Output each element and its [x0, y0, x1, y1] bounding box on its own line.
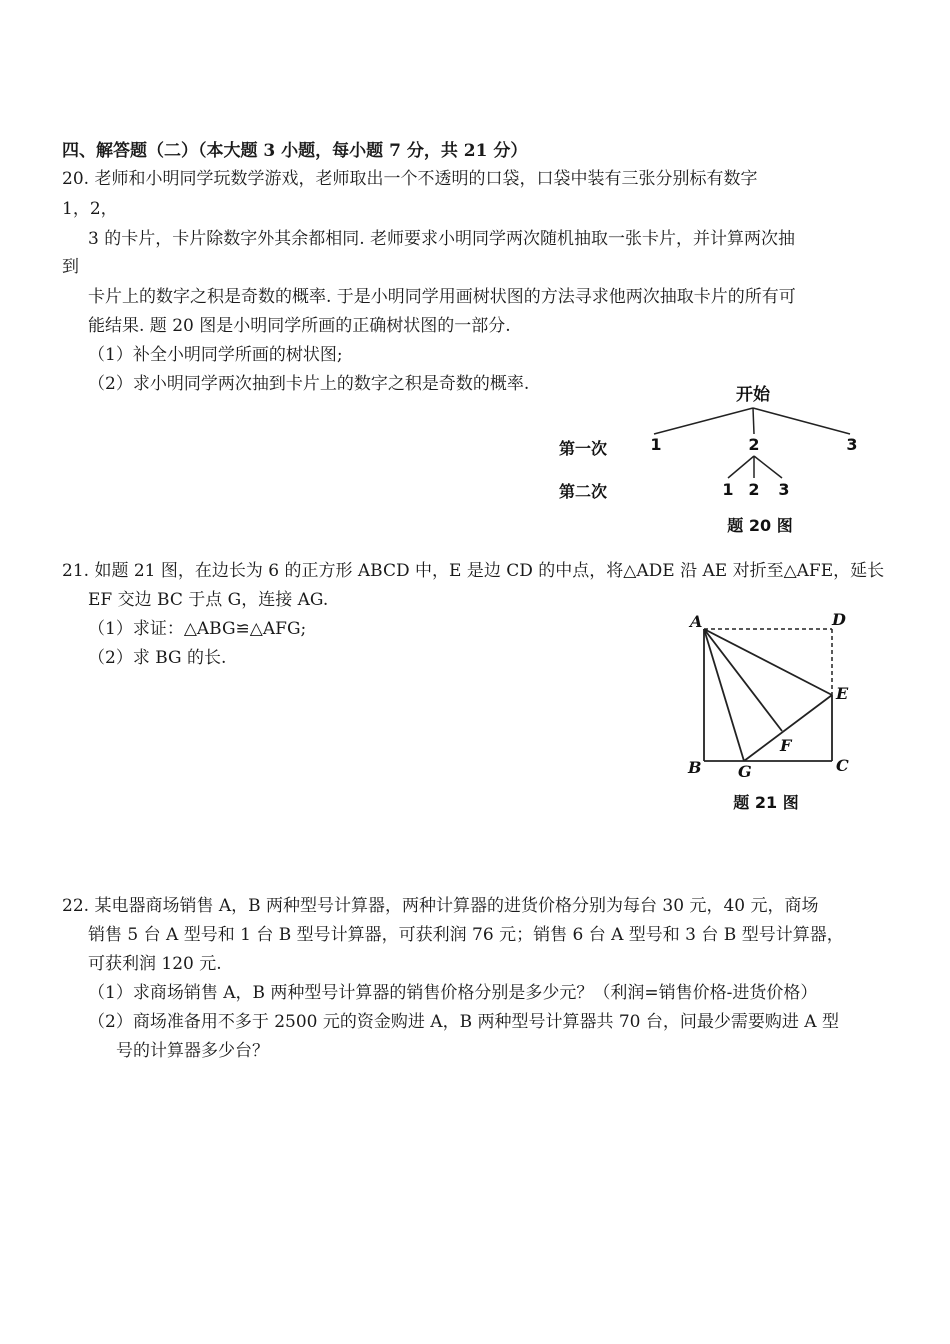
figure-caption: 题 21 图 — [733, 793, 799, 812]
label-D: D — [832, 610, 846, 629]
q22-sub-1: （1）求商场销售 A，B 两种型号计算器的销售价格分别是多少元？（利润=销售价格-进货价格） — [88, 983, 818, 1003]
q21-sub-2: （2）求 BG 的长. — [88, 648, 227, 668]
tree-level1-node: 3 — [846, 435, 858, 454]
q20-line-1: 20. 老师和小明同学玩数学游戏，老师取出一个不透明的口袋，口袋中装有三张分别标有数字 — [62, 169, 758, 189]
tree-diagram — [548, 378, 888, 540]
tree-caption: 题 20 图 — [727, 516, 793, 535]
q20-line-6: 能结果. 题 20 图是小明同学所画的正确树状图的一部分. — [88, 316, 511, 336]
tree-level2-label: 第二次 — [559, 482, 608, 501]
q22-sub-2a: （2）商场准备用不多于 2500 元的资金购进 A，B 两种型号计算器共 70 台，问最少需要购进 A 型 — [88, 1012, 839, 1032]
label-E: E — [836, 684, 849, 703]
q21-line-1: 21. 如题 21 图，在边长为 6 的正方形 ABCD 中，E 是边 CD 的中点，将△ADE 沿 AE 对折至△AFE，延长 — [62, 561, 885, 581]
q22-line-3: 可获利润 120 元. — [88, 954, 222, 974]
q21-sub-1: （1）求证：△ABG≌△AFG; — [88, 619, 307, 639]
label-G: G — [738, 762, 752, 781]
q21-line-2: EF 交边 BC 于点 G，连接 AG. — [88, 590, 329, 610]
q20-line-5: 卡片上的数字之积是奇数的概率. 于是小明同学用画树状图的方法寻求他两次抽取卡片的所有可 — [88, 287, 796, 307]
q22-sub-2b: 号的计算器多少台？ — [116, 1041, 269, 1061]
tree-level2-node: 1 — [722, 480, 734, 499]
q20-line-3: 3 的卡片，卡片除数字外其余都相同. 老师要求小明同学两次随机抽取一张卡片，并计算两次抽 — [88, 229, 796, 249]
q20-sub-1: （1）补全小明同学所画的树状图; — [88, 345, 343, 365]
tree-level1-node: 2 — [748, 435, 760, 454]
q20-sub-2: （2）求小明同学两次抽到卡片上的数字之积是奇数的概率. — [88, 374, 530, 394]
tree-level2-node: 3 — [778, 480, 790, 499]
tree-root: 开始 — [736, 385, 770, 405]
tree-level1-label: 第一次 — [559, 439, 608, 458]
label-B: B — [688, 758, 702, 777]
section-heading: 四、解答题（二）（本大题 3 小题，每小题 7 分，共 21 分） — [62, 141, 528, 161]
q22-line-2: 销售 5 台 A 型号和 1 台 B 型号计算器，可获利润 76 元；销售 6 台 A 型号和 3 台 B 型号计算器， — [88, 925, 844, 945]
q20-line-4: 到 — [62, 257, 79, 277]
q22-line-1: 22. 某电器商场销售 A，B 两种型号计算器，两种计算器的进货价格分别为每台 30 元，40 元，商场 — [62, 896, 819, 916]
square-figure — [680, 605, 870, 820]
label-C: C — [836, 756, 849, 775]
tree-level2-node: 2 — [748, 480, 760, 499]
label-F: F — [780, 736, 792, 755]
tree-level1-node: 1 — [650, 435, 662, 454]
q20-line-2: 1，2， — [62, 199, 118, 219]
label-A: A — [690, 612, 703, 631]
